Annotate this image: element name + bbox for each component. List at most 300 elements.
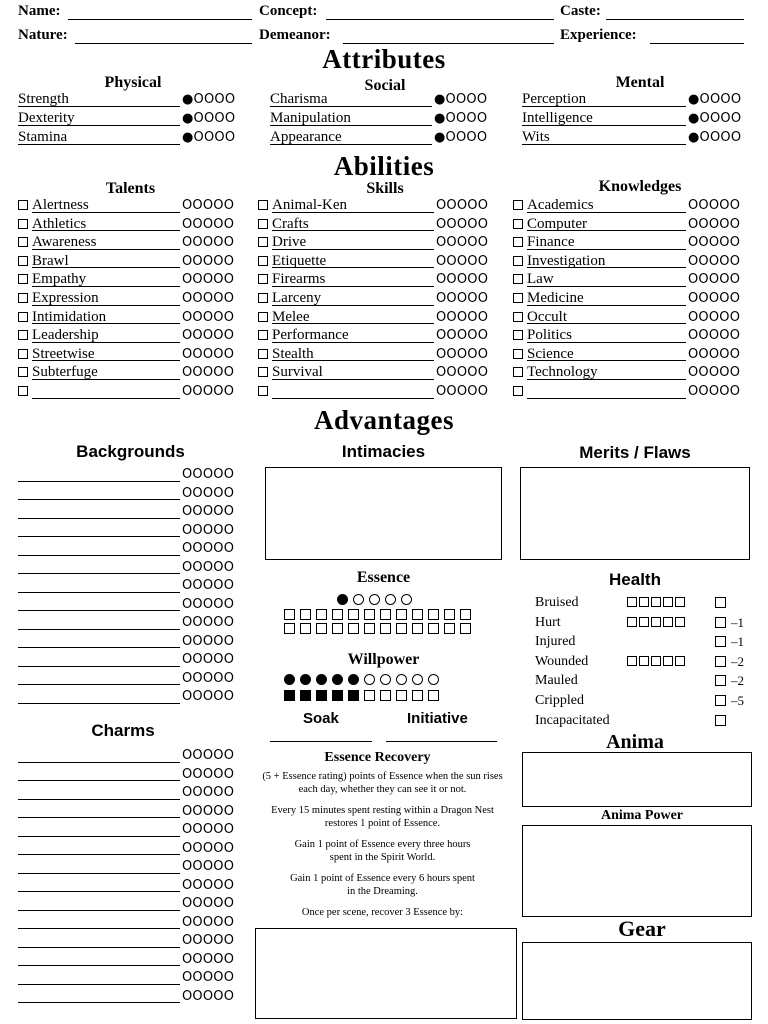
essence-pool-row xyxy=(284,605,504,619)
checkbox[interactable] xyxy=(513,349,523,359)
blank-line[interactable] xyxy=(18,891,180,892)
rating-dots[interactable]: OOOOO xyxy=(182,272,235,288)
rating-dots[interactable]: OOOOO xyxy=(688,290,741,306)
blank-line[interactable] xyxy=(18,703,180,704)
essence-pool-box[interactable] xyxy=(300,623,311,634)
essence-recovery-text xyxy=(255,770,510,919)
health-box[interactable] xyxy=(639,656,649,666)
item-line[interactable] xyxy=(522,144,686,145)
health-box[interactable] xyxy=(663,617,673,627)
willpower-box[interactable] xyxy=(380,690,391,701)
item-line[interactable] xyxy=(272,249,434,250)
item-line[interactable] xyxy=(272,286,434,287)
item-line[interactable] xyxy=(32,305,180,306)
health-level xyxy=(535,711,610,730)
rating-dots[interactable]: OOOOO xyxy=(436,383,489,399)
rating-dots[interactable]: OOOOO xyxy=(436,309,489,325)
essence-pool-box[interactable] xyxy=(332,623,343,634)
item-label: Intelligence xyxy=(522,110,593,126)
blank-line[interactable] xyxy=(18,666,180,667)
rating-dots[interactable]: OOOOO xyxy=(182,748,235,763)
rating-dots[interactable]: OOOOO xyxy=(182,578,235,593)
item-line[interactable] xyxy=(270,144,432,145)
gear-box[interactable] xyxy=(522,942,752,1020)
blank-line[interactable] xyxy=(18,555,180,556)
recovery-line: (5 + Essence rating) points of Essence when the sun rises each day, whether they can see it or not. xyxy=(262,771,503,795)
health-box[interactable] xyxy=(675,617,685,627)
rating-dots[interactable]: OOOOO xyxy=(182,559,235,575)
checkbox[interactable] xyxy=(513,200,523,210)
item-line[interactable] xyxy=(32,230,180,231)
initiative-field[interactable] xyxy=(386,741,497,742)
health-penalty: –1 xyxy=(731,634,744,650)
blank-line[interactable] xyxy=(18,873,180,874)
checkbox[interactable] xyxy=(513,330,523,340)
name-label: Name: xyxy=(18,3,61,19)
essence-recovery-box[interactable] xyxy=(255,928,517,1019)
checkbox[interactable] xyxy=(18,256,28,266)
willpower-box[interactable] xyxy=(348,690,359,701)
checkbox[interactable] xyxy=(18,330,28,340)
rating-dots[interactable]: OOOOO xyxy=(182,328,235,344)
item-line[interactable] xyxy=(18,144,180,145)
item-line[interactable] xyxy=(270,125,432,126)
knowledges-title: Knowledges xyxy=(598,178,682,195)
rating-dots[interactable]: OOOOO xyxy=(436,328,489,344)
anima-title: Anima xyxy=(606,731,664,753)
blank-line[interactable] xyxy=(18,1002,180,1003)
item-line[interactable] xyxy=(527,342,686,343)
item-label: Survival xyxy=(272,364,323,381)
rating-dots[interactable]: OOOOO xyxy=(688,383,741,399)
checkbox[interactable] xyxy=(18,219,28,229)
rating-dots[interactable]: ●OOOO xyxy=(434,92,488,107)
health-level-label: Mauled xyxy=(535,673,578,689)
health-penalty: –5 xyxy=(731,693,744,708)
rating-dots[interactable]: ●OOOO xyxy=(688,92,742,107)
health-box-main[interactable] xyxy=(715,675,726,686)
willpower-dot[interactable] xyxy=(284,674,295,685)
recovery-line: Gain 1 point of Essence every three hours spent in the Spirit World. xyxy=(294,839,471,863)
rating-dots[interactable]: OOOOO xyxy=(436,346,489,362)
intimacies-title: Intimacies xyxy=(341,442,426,461)
health-level-label: Bruised xyxy=(535,595,579,610)
name-field[interactable] xyxy=(68,19,252,20)
checkbox[interactable] xyxy=(258,349,268,359)
rating-dots[interactable]: ●OOOO xyxy=(434,130,488,145)
blank-line[interactable] xyxy=(18,965,180,966)
rating-dots[interactable]: OOOOO xyxy=(436,198,489,213)
willpower-box[interactable] xyxy=(300,690,311,701)
essence-pool-box[interactable] xyxy=(316,623,327,634)
rating-dots[interactable]: OOOOO xyxy=(182,988,235,1004)
item-line[interactable] xyxy=(272,398,434,399)
blank-line[interactable] xyxy=(18,836,180,837)
checkbox[interactable] xyxy=(18,349,28,359)
rating-dots[interactable]: OOOOO xyxy=(182,198,235,213)
willpower-dot[interactable] xyxy=(428,674,439,685)
rating-dots[interactable]: OOOOO xyxy=(436,253,489,269)
essence-pool-box[interactable] xyxy=(348,623,359,634)
blank-line[interactable] xyxy=(18,536,180,537)
nature-label: Nature: xyxy=(18,27,68,43)
item-label: Firearms xyxy=(272,271,326,288)
health-box[interactable] xyxy=(651,597,661,607)
health-box[interactable] xyxy=(663,656,673,666)
item-line[interactable] xyxy=(522,125,686,126)
item-line[interactable] xyxy=(32,267,180,268)
essence-dot[interactable] xyxy=(401,594,412,605)
willpower-box[interactable] xyxy=(428,690,439,701)
rating-dots[interactable]: ●OOOO xyxy=(434,111,488,126)
backgrounds-title: Backgrounds xyxy=(76,442,185,461)
health-box-main[interactable] xyxy=(715,715,726,726)
blank-line[interactable] xyxy=(18,780,180,781)
rating-dots[interactable]: ●OOOO xyxy=(688,130,742,145)
rating-dots[interactable]: OOOOO xyxy=(182,840,235,856)
rating-dots[interactable]: OOOOO xyxy=(182,216,235,232)
item-line[interactable] xyxy=(272,342,434,343)
essence-pool-box[interactable] xyxy=(396,623,407,634)
rating-dots[interactable]: OOOOO xyxy=(182,970,235,985)
item-line[interactable] xyxy=(32,360,180,361)
checkbox[interactable] xyxy=(18,367,28,377)
item-label: Drive xyxy=(272,234,307,251)
rating-dots[interactable]: OOOOO xyxy=(182,309,235,325)
item-line[interactable] xyxy=(32,398,180,399)
checkbox[interactable] xyxy=(18,274,28,284)
item-label: Finance xyxy=(527,234,575,251)
willpower-box[interactable] xyxy=(364,690,375,701)
item-line[interactable] xyxy=(527,305,686,306)
rating-dots[interactable]: OOOOO xyxy=(688,309,741,325)
checkbox[interactable] xyxy=(513,386,523,396)
item-line[interactable] xyxy=(272,360,434,361)
health-level xyxy=(535,613,744,632)
willpower-dot[interactable] xyxy=(300,674,311,685)
willpower-dot[interactable] xyxy=(412,674,423,685)
checkbox[interactable] xyxy=(258,386,268,396)
willpower-pool[interactable] xyxy=(284,686,444,704)
rating-dots[interactable]: OOOOO xyxy=(688,216,741,232)
essence-dot[interactable] xyxy=(337,594,348,605)
blank-line[interactable] xyxy=(18,928,180,929)
willpower-dot[interactable] xyxy=(380,674,391,685)
blank-line[interactable] xyxy=(18,499,180,500)
item-line[interactable] xyxy=(32,249,180,250)
willpower-title: Willpower xyxy=(347,651,420,668)
essence-pool-box[interactable] xyxy=(284,623,295,634)
checkbox[interactable] xyxy=(513,312,523,322)
rating-dots[interactable]: OOOOO xyxy=(182,689,235,704)
health-box[interactable] xyxy=(627,617,637,627)
item-line[interactable] xyxy=(527,323,686,324)
recovery-line: Once per scene, recover 3 Essence by: xyxy=(301,907,464,918)
attributes-title: Attributes xyxy=(322,44,446,74)
item-line[interactable] xyxy=(272,305,434,306)
rating-dots[interactable]: OOOOO xyxy=(182,670,235,686)
checkbox[interactable] xyxy=(18,386,28,396)
checkbox[interactable] xyxy=(258,219,268,229)
health-box-main[interactable] xyxy=(715,695,726,706)
item-line[interactable] xyxy=(272,267,434,268)
blank-line[interactable] xyxy=(18,684,180,685)
item-line[interactable] xyxy=(32,212,180,213)
willpower-box[interactable] xyxy=(412,690,423,701)
willpower-dot[interactable] xyxy=(316,674,327,685)
rating-dots[interactable]: ●OOOO xyxy=(182,130,236,145)
rating-dots[interactable]: OOOOO xyxy=(182,785,235,800)
essence-pool-box[interactable] xyxy=(412,623,423,634)
rating-dots[interactable]: OOOOO xyxy=(182,914,235,930)
rating-dots[interactable]: OOOOO xyxy=(182,253,235,269)
rating-dots[interactable]: OOOOO xyxy=(182,633,235,649)
item-line[interactable] xyxy=(272,379,434,380)
item-label: Expression xyxy=(32,289,99,306)
rating-dots[interactable]: OOOOO xyxy=(182,235,235,251)
rating-dots[interactable]: OOOOO xyxy=(182,383,235,399)
checkbox[interactable] xyxy=(258,367,268,377)
item-label: Appearance xyxy=(270,129,342,145)
health-box-main[interactable] xyxy=(715,656,726,667)
checkbox[interactable] xyxy=(18,293,28,303)
health-box-main[interactable] xyxy=(715,597,726,608)
blank-line[interactable] xyxy=(18,481,180,482)
checkbox[interactable] xyxy=(513,293,523,303)
concept-label: Concept: xyxy=(259,3,318,19)
willpower-dot[interactable] xyxy=(332,674,343,685)
health-level xyxy=(535,671,744,690)
rating-dots[interactable]: OOOOO xyxy=(688,272,741,288)
health-box[interactable] xyxy=(639,597,649,607)
item-line[interactable] xyxy=(272,323,434,324)
rating-dots[interactable]: OOOOO xyxy=(688,235,741,251)
willpower-dot[interactable] xyxy=(364,674,375,685)
essence-dot[interactable] xyxy=(353,594,364,605)
checkbox[interactable] xyxy=(258,200,268,210)
anima-power-title: Anima Power xyxy=(600,808,684,823)
checkbox[interactable] xyxy=(258,330,268,340)
rating-dots[interactable]: ●OOOO xyxy=(182,111,236,126)
health-box[interactable] xyxy=(651,617,661,627)
item-line[interactable] xyxy=(270,106,432,107)
blank-line[interactable] xyxy=(18,854,180,855)
health-box[interactable] xyxy=(639,617,649,627)
anima-power-box[interactable] xyxy=(522,825,752,917)
item-label: Streetwise xyxy=(32,345,95,362)
item-line[interactable] xyxy=(32,286,180,287)
health-level xyxy=(535,691,744,710)
rating-dots[interactable]: OOOOO xyxy=(182,652,235,667)
rating-dots[interactable]: ●OOOO xyxy=(182,92,236,107)
anima-box[interactable] xyxy=(522,752,752,807)
checkbox[interactable] xyxy=(513,219,523,229)
willpower-box[interactable] xyxy=(316,690,327,701)
item-label: Athletics xyxy=(32,215,87,232)
checkbox[interactable] xyxy=(258,293,268,303)
item-line[interactable] xyxy=(527,212,686,213)
willpower-dot[interactable] xyxy=(348,674,359,685)
rating-dots[interactable]: OOOOO xyxy=(182,822,235,837)
item-line[interactable] xyxy=(272,212,434,213)
rating-dots[interactable]: OOOOO xyxy=(182,951,235,967)
willpower-dot[interactable] xyxy=(396,674,407,685)
rating-dots[interactable]: OOOOO xyxy=(182,933,235,948)
item-line[interactable] xyxy=(18,125,180,126)
essence-pool[interactable] xyxy=(284,605,504,633)
initiative-label: Initiative xyxy=(407,710,468,727)
item-label: Manipulation xyxy=(270,110,351,126)
blank-line[interactable] xyxy=(18,984,180,985)
essence-dot[interactable] xyxy=(385,594,396,605)
rating-dots[interactable]: OOOOO xyxy=(182,615,235,630)
rating-dots[interactable]: OOOOO xyxy=(436,290,489,306)
item-label: Awareness xyxy=(32,234,97,251)
checkbox[interactable] xyxy=(513,237,523,247)
rating-dots[interactable]: OOOOO xyxy=(688,253,741,269)
blank-line[interactable] xyxy=(18,573,180,574)
checkbox[interactable] xyxy=(18,312,28,322)
rating-dots[interactable]: ●OOOO xyxy=(688,111,742,126)
willpower-box[interactable] xyxy=(396,690,407,701)
essence-pool-box[interactable] xyxy=(460,623,471,634)
checkbox[interactable] xyxy=(513,256,523,266)
health-box[interactable] xyxy=(627,597,637,607)
willpower-box[interactable] xyxy=(284,690,295,701)
health-box[interactable] xyxy=(675,656,685,666)
rating-dots[interactable]: OOOOO xyxy=(182,803,235,819)
item-line[interactable] xyxy=(272,230,434,231)
essence-dot[interactable] xyxy=(369,594,380,605)
essence-recovery-title: Essence Recovery xyxy=(324,750,431,765)
health-box-main[interactable] xyxy=(715,636,726,647)
rating-dots[interactable]: OOOOO xyxy=(436,216,489,232)
blank-line[interactable] xyxy=(18,947,180,948)
item-label: Brawl xyxy=(32,252,69,269)
checkbox[interactable] xyxy=(513,274,523,284)
item-line[interactable] xyxy=(522,106,686,107)
rating-dots[interactable]: OOOOO xyxy=(182,896,235,911)
essence-pool-box[interactable] xyxy=(428,623,439,634)
skills-title: Skills xyxy=(366,180,404,197)
rating-dots[interactable]: OOOOO xyxy=(182,485,235,501)
rating-dots[interactable]: OOOOO xyxy=(688,328,741,344)
blank-line[interactable] xyxy=(18,910,180,911)
rating-dots[interactable]: OOOOO xyxy=(436,272,489,288)
checkbox[interactable] xyxy=(18,200,28,210)
item-line[interactable] xyxy=(32,379,180,380)
rating-dots[interactable]: OOOOO xyxy=(182,346,235,362)
item-label: Technology xyxy=(527,364,598,381)
intimacies-box[interactable] xyxy=(265,467,502,560)
health-level-label: Crippled xyxy=(535,693,584,708)
blank-line[interactable] xyxy=(18,647,180,648)
checkbox[interactable] xyxy=(513,367,523,377)
blank-line[interactable] xyxy=(18,799,180,800)
soak-label: Soak xyxy=(303,710,339,727)
item-label: Medicine xyxy=(527,289,584,306)
blank-line[interactable] xyxy=(18,762,180,763)
health-level xyxy=(535,593,579,612)
item-line[interactable] xyxy=(32,323,180,324)
rating-dots[interactable]: OOOOO xyxy=(182,522,235,538)
health-level-label: Hurt xyxy=(535,614,561,630)
health-box-main[interactable] xyxy=(715,617,726,628)
rating-dots[interactable]: OOOOO xyxy=(436,235,489,251)
checkbox[interactable] xyxy=(258,312,268,322)
rating-dots[interactable]: OOOOO xyxy=(182,541,235,556)
blank-line[interactable] xyxy=(18,817,180,818)
item-label: Melee xyxy=(272,308,310,325)
rating-dots[interactable]: OOOOO xyxy=(182,290,235,306)
rating-dots[interactable]: OOOOO xyxy=(688,365,741,381)
rating-dots[interactable]: OOOOO xyxy=(182,365,235,381)
rating-dots[interactable]: OOOOO xyxy=(688,198,741,213)
rating-dots[interactable]: OOOOO xyxy=(436,365,489,381)
recovery-line: Every 15 minutes spent resting within a Dragon Nest restores 1 point of Essence. xyxy=(271,805,494,829)
health-level xyxy=(535,652,744,671)
health-box[interactable] xyxy=(675,597,685,607)
charms-title: Charms xyxy=(91,721,155,740)
item-label: Crafts xyxy=(272,215,309,232)
item-line[interactable] xyxy=(527,230,686,231)
health-box[interactable] xyxy=(663,597,673,607)
item-line[interactable] xyxy=(527,379,686,380)
soak-field[interactable] xyxy=(270,741,372,742)
blank-line[interactable] xyxy=(18,629,180,630)
item-line[interactable] xyxy=(527,286,686,287)
item-label: Occult xyxy=(527,308,567,325)
willpower-box[interactable] xyxy=(332,690,343,701)
item-line[interactable] xyxy=(527,398,686,399)
blank-line[interactable] xyxy=(18,610,180,611)
rating-dots[interactable]: OOOOO xyxy=(182,859,235,874)
caste-field[interactable] xyxy=(606,19,744,20)
rating-dots[interactable]: OOOOO xyxy=(182,877,235,893)
item-line[interactable] xyxy=(527,249,686,250)
checkbox[interactable] xyxy=(258,256,268,266)
item-line[interactable] xyxy=(18,106,180,107)
item-line[interactable] xyxy=(527,267,686,268)
item-label: Subterfuge xyxy=(32,364,98,381)
item-label: Intimidation xyxy=(32,308,107,325)
item-label: Animal-Ken xyxy=(272,197,347,213)
checkbox[interactable] xyxy=(258,237,268,247)
mental-title: Mental xyxy=(615,74,665,91)
rating-dots[interactable]: OOOOO xyxy=(182,504,235,519)
essence-pool-box[interactable] xyxy=(380,623,391,634)
item-line[interactable] xyxy=(32,342,180,343)
rating-dots[interactable]: OOOOO xyxy=(688,346,741,362)
blank-line[interactable] xyxy=(18,592,180,593)
checkbox[interactable] xyxy=(258,274,268,284)
health-box[interactable] xyxy=(627,656,637,666)
rating-dots[interactable]: OOOOO xyxy=(182,766,235,782)
checkbox[interactable] xyxy=(18,237,28,247)
health-box[interactable] xyxy=(651,656,661,666)
rating-dots[interactable]: OOOOO xyxy=(182,596,235,612)
item-label: Stealth xyxy=(272,345,314,362)
blank-line[interactable] xyxy=(18,518,180,519)
merits-flaws-box[interactable] xyxy=(520,467,750,560)
concept-field[interactable] xyxy=(326,19,554,20)
rating-dots[interactable]: OOOOO xyxy=(182,467,235,482)
talents-title: Talents xyxy=(105,180,156,197)
item-label: Investigation xyxy=(527,252,606,269)
essence-pool-box[interactable] xyxy=(444,623,455,634)
item-line[interactable] xyxy=(527,360,686,361)
essence-pool-box[interactable] xyxy=(364,623,375,634)
